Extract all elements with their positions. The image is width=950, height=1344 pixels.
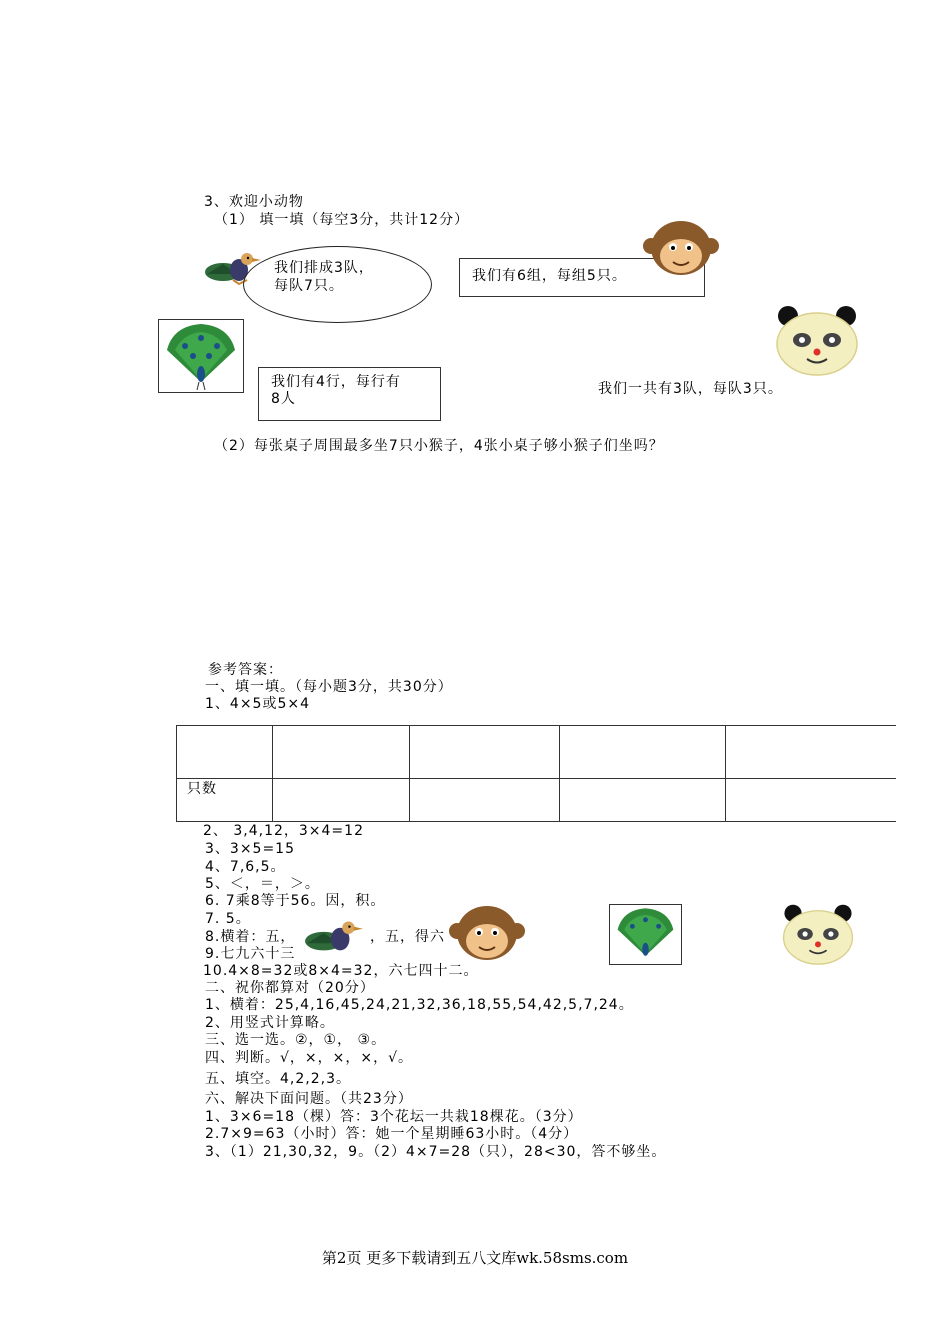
table-cell [726,726,896,779]
peacock-speech-line2: 8人 [271,391,296,407]
answers-sec2-title: 二、祝你都算对（20分） [205,980,375,996]
monkey-icon [449,905,525,963]
answer-s6-3: 3、（1）21,30,32，9。（2）4×7=28（只），28<30，答不够坐。 [205,1144,667,1160]
table-cell [560,726,726,779]
table-cell [409,726,560,779]
answer-q5: 5、＜，＝，＞。 [205,876,320,892]
answers-sec4: 四、判断。√，×，×，×，√。 [205,1050,414,1066]
table-cell [177,726,273,779]
peacock-icon [609,904,682,965]
answers-sec5: 五、填空。4,2,2,3。 [205,1071,351,1087]
table-cell [409,779,560,822]
monkey-speech: 我们有6组，每组5只。 [472,268,627,284]
answer-q1: 1、4×5或5×4 [205,696,310,712]
part2-question: （2）每张桌子周围最多坐7只小猴子，4张小桌子够小猴子们坐吗？ [214,438,664,454]
answer-q8: 8.横着：五， [205,929,296,945]
monkey-icon [643,220,719,278]
peacock-icon [158,319,244,393]
answer-q10: 10.4×8=32或8×4=32，六七四十二。 [203,963,479,979]
table-cell [560,779,726,822]
answers-heading: 参考答案： [208,662,283,678]
answers-sec3: 三、选一选。②，①， ③。 [205,1032,387,1048]
panda-icon [774,304,860,376]
answer-table [176,725,896,822]
answer-s2-2: 2、用竖式计算略。 [205,1015,335,1031]
table-row-label-text: 只数 [187,781,217,797]
table-cell [272,726,409,779]
table-cell [272,779,409,822]
answer-q7: 7. 5。 [205,911,251,927]
answer-q4: 4、7,6,5。 [205,859,286,875]
page-footer: 第2页 更多下载请到五八文库wk.58sms.com [321,1249,629,1267]
panda-speech: 我们一共有3队，每队3只。 [598,381,783,397]
answer-q8-tail: ，五，得六 [370,929,445,945]
panda-icon [781,903,855,965]
section3-title: 3、欢迎小动物 [204,194,304,210]
answers-sec1-title: 一、填一填。（每小题3分，共30分） [205,679,453,695]
answer-s2-1: 1、横着：25,4,16,45,24,21,32,36,18,55,54,42,5,7,24。 [205,997,634,1013]
answer-s6-1: 1、3×6=18（棵）答：3个花坛一共栽18棵花。（3分） [205,1109,583,1125]
answer-s6-2: 2.7×9=63（小时）答：她一个星期睡63小时。（4分） [205,1126,579,1142]
bird-icon [303,916,367,958]
peacock-speech-line1: 我们有4行，每行有 [271,374,401,390]
answers-sec6-title: 六、解决下面问题。（共23分） [205,1091,413,1107]
bird-speech-line1: 我们排成3队， [274,260,374,276]
part1-title: （1） 填一填（每空3分，共计12分） [214,212,470,228]
table-row-label [177,779,273,822]
answer-q3: 3、3×5=15 [205,841,295,857]
answer-q6: 6. 7乘8等于56。因，积。 [205,893,386,909]
answer-q9: 9.七九六十三 [205,946,296,962]
bird-speech-line2: 每队7只。 [274,278,344,294]
answer-q2: 2、 3,4,12，3×4=12 [203,823,364,839]
table-cell [726,779,896,822]
